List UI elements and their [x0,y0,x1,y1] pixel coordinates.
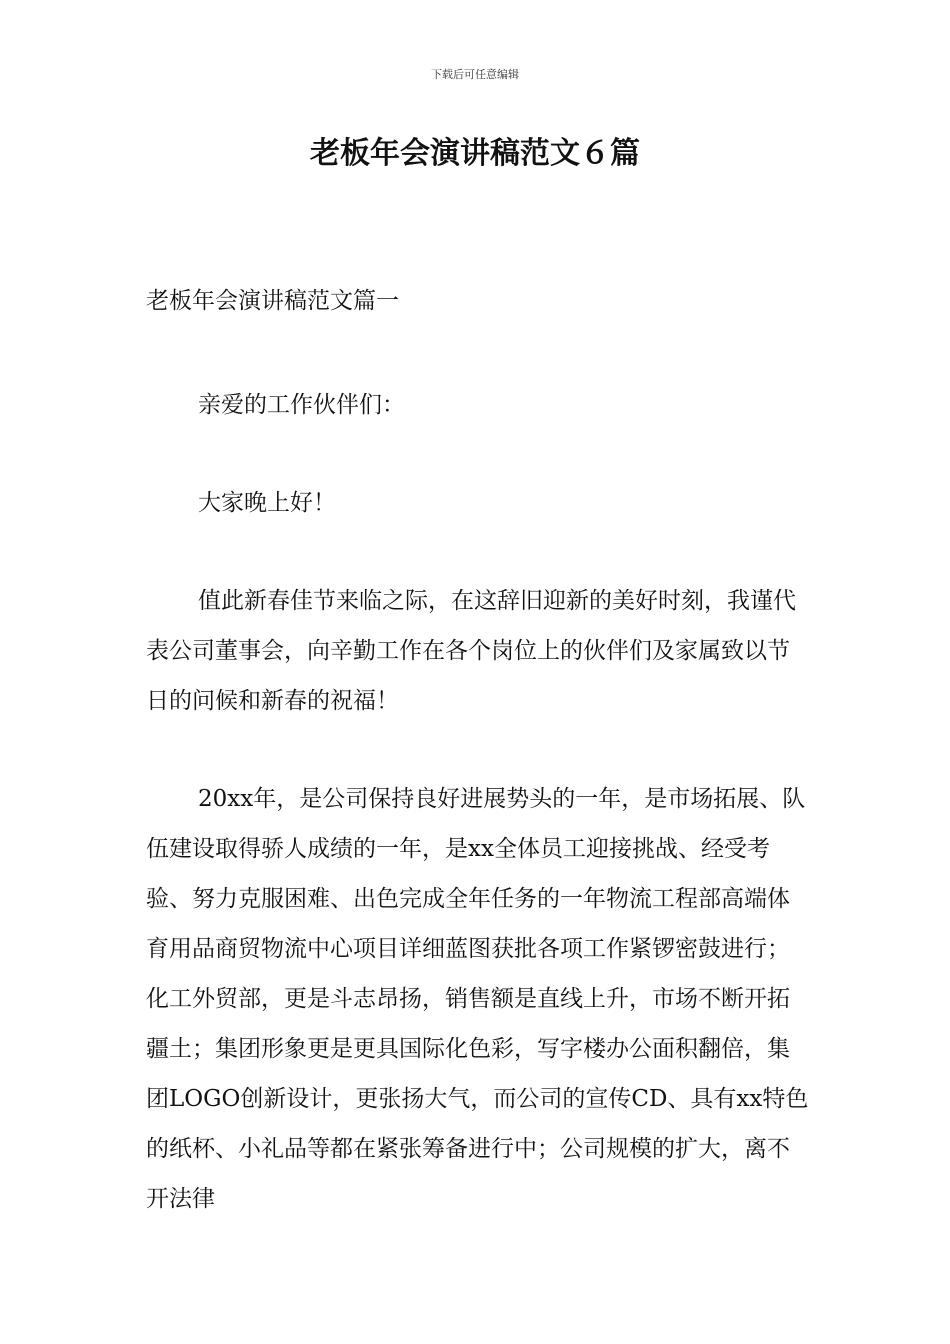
section-heading: 老板年会演讲稿范文篇一 [146,288,399,314]
header-note: 下载后可任意编辑 [431,68,519,81]
paragraph-year-review: 20xx年，是公司保持良好进展势头的一年，是市场拓展、队伍建设取得骄人成绩的一年，是xx全体员工迎接挑战、经受考验、努力克服困难、出色完成全年任务的一年物流工程部高端体育用品商贸物流中心项目详细蓝图获批各项工作紧锣密鼓进行；化工外贸部，更是斗志昂扬，销售额是直线上升，市场不断开拓疆土；集团形象更是更具国际化色彩，写字楼办公面积翻倍，集团LOGO创新设计，更张扬大气，而公司的宣传CD、具有xx特色的纸杯、小礼品等都在紧张筹备进行中；公司规模的扩大，离不开法律 [146,786,809,1212]
paragraph-new-year-wishes: 值此新春佳节来临之际，在这辞旧迎新的美好时刻，我谨代表公司董事会，向辛勤工作在各个岗位上的伙伴们及家属致以节日的问候和新春的祝福！ [146,588,796,714]
paragraph-greeting: 亲爱的工作伙伴们： [198,392,405,418]
paragraph-good-evening: 大家晚上好！ [198,490,336,516]
document-title: 老板年会演讲稿范文６篇 [310,136,640,171]
